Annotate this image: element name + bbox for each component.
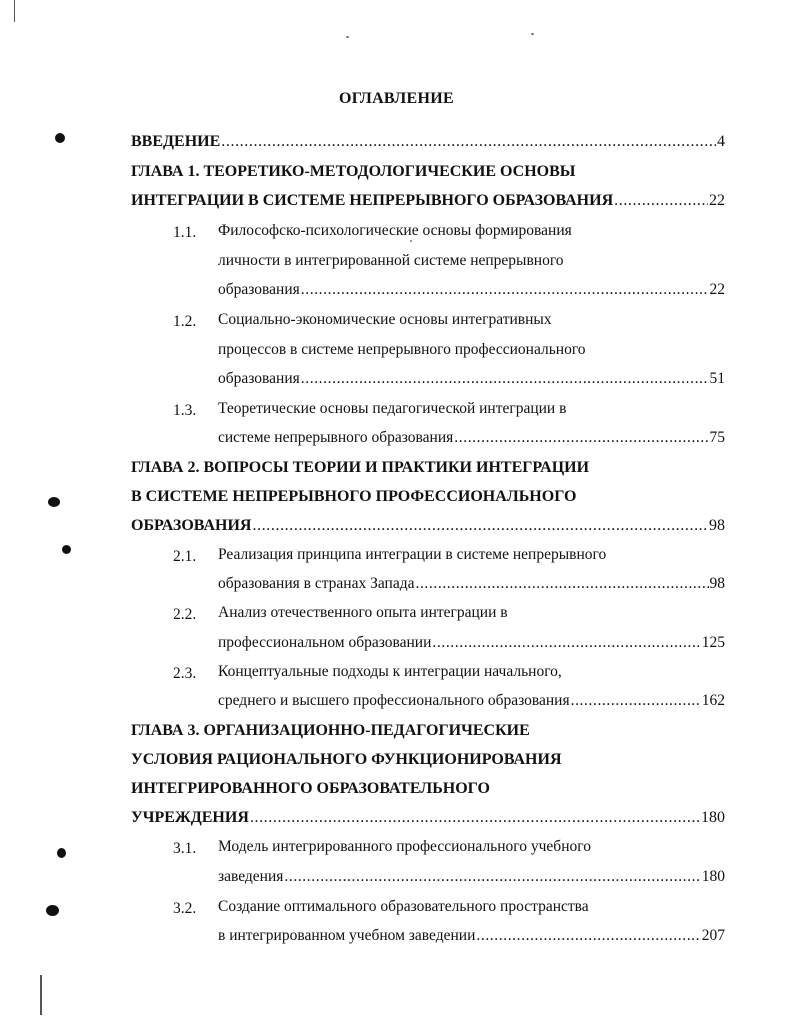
dot-leader — [432, 634, 700, 652]
section-title-line: Философско-психологические основы формирования — [218, 222, 572, 239]
scan-edge-line — [14, 0, 15, 22]
dot-leader — [252, 517, 708, 535]
page-number: 180 — [701, 868, 725, 885]
section-number: 1.3. — [173, 402, 197, 419]
page-number: 98 — [709, 517, 725, 534]
toc-section-2-2[interactable] — [218, 604, 725, 628]
toc-chapter-2-heading-cont[interactable] — [131, 488, 725, 512]
page-number: 98 — [709, 575, 725, 592]
toc-title: ОГЛАВЛЕНИЕ — [339, 90, 454, 107]
toc-section-2-3-end[interactable] — [218, 692, 725, 716]
chapter-title-line: ИНТЕГРИРОВАННОГО ОБРАЗОВАТЕЛЬНОГО — [131, 780, 490, 797]
dot-leader — [476, 927, 700, 945]
dot-leader — [221, 133, 716, 151]
section-number: 1.1. — [173, 224, 197, 241]
punch-hole-mark — [48, 497, 60, 507]
section-title-line: Социально-экономические основы интегративных — [218, 311, 552, 328]
section-title-line: Модель интегрированного профессионального учебного — [218, 838, 591, 855]
section-title-line: Реализация принципа интеграции в системе непрерывного — [218, 546, 607, 563]
chapter-title-line: В СИСТЕМЕ НЕПРЕРЫВНОГО ПРОФЕССИОНАЛЬНОГО — [131, 488, 577, 505]
toc-section-1-1-cont[interactable] — [218, 252, 725, 276]
section-title-line: Анализ отечественного опыта интеграции в — [218, 604, 508, 621]
toc-section-2-2-end[interactable] — [218, 634, 725, 658]
chapter-title-line: ГЛАВА 1. ТЕОРЕТИКО-МЕТОДОЛОГИЧЕСКИЕ ОСНОВЫ — [131, 163, 576, 180]
section-title-line: заведения — [218, 868, 284, 885]
toc-section-1-1-end[interactable] — [218, 281, 725, 305]
section-title-line: образования — [218, 281, 300, 298]
section-number: 3.2. — [173, 900, 197, 917]
toc-entry-intro[interactable] — [131, 133, 725, 157]
toc-section-1-2[interactable] — [218, 311, 725, 335]
section-number: 2.1. — [173, 548, 197, 565]
toc-chapter-2-heading-end[interactable] — [131, 517, 725, 541]
page-number: 22 — [709, 281, 725, 298]
section-title-line: образования — [218, 370, 300, 387]
toc-section-3-1-end[interactable] — [218, 868, 725, 892]
section-title-line: профессиональном образовании — [218, 634, 432, 651]
page-number: 125 — [701, 634, 725, 651]
dot-leader — [415, 575, 708, 593]
page-number: 162 — [701, 692, 725, 709]
toc-section-3-2-end[interactable] — [218, 927, 725, 951]
toc-chapter-1-heading-end[interactable] — [131, 192, 725, 216]
toc-section-2-1-end[interactable] — [218, 575, 725, 599]
page-number: 51 — [709, 370, 725, 387]
chapter-title-line: ГЛАВА 3. ОРГАНИЗАЦИОННО-ПЕДАГОГИЧЕСКИЕ — [131, 722, 530, 739]
punch-hole-mark — [62, 545, 71, 554]
page-number: 22 — [709, 192, 725, 209]
toc-chapter-3-heading-cont-2[interactable] — [131, 780, 725, 804]
chapter-title-line: ГЛАВА 2. ВОПРОСЫ ТЕОРИИ И ПРАКТИКИ ИНТЕГРАЦИИ — [131, 459, 590, 476]
section-title-line: системе непрерывного образования — [218, 429, 454, 446]
toc-section-2-1[interactable] — [218, 546, 725, 570]
scan-speck — [346, 36, 349, 38]
scan-speck — [531, 33, 534, 35]
toc-chapter-3-heading-end[interactable] — [131, 809, 725, 833]
section-number: 2.2. — [173, 606, 197, 623]
punch-hole-mark — [57, 848, 66, 858]
dot-leader — [454, 429, 708, 447]
dot-leader — [301, 281, 709, 299]
section-title-line: процессов в системе непрерывного профессионального — [218, 341, 586, 358]
toc-section-2-3[interactable] — [218, 663, 725, 687]
toc-chapter-1-heading[interactable] — [131, 163, 725, 187]
chapter-title-line: ИНТЕГРАЦИИ В СИСТЕМЕ НЕПРЕРЫВНОГО ОБРАЗОВАНИЯ — [131, 192, 614, 209]
chapter-title-line: УЧРЕЖДЕНИЯ — [131, 809, 249, 826]
toc-section-3-2[interactable] — [218, 898, 725, 922]
chapter-title-line: ОБРАЗОВАНИЯ — [131, 517, 252, 534]
punch-hole-mark — [55, 133, 65, 143]
page-number: 75 — [709, 429, 725, 446]
section-title-line: в интегрированном учебном заведении — [218, 927, 476, 944]
section-title-line: личности в интегрированной системе непрерывного — [218, 252, 564, 269]
section-title-line: Концептуальные подходы к интеграции начального, — [218, 663, 562, 680]
page-number: 207 — [701, 927, 725, 944]
dot-leader — [301, 370, 709, 388]
toc-section-1-1[interactable] — [218, 222, 725, 246]
toc-section-1-3-end[interactable] — [218, 429, 725, 453]
toc-section-1-2-end[interactable] — [218, 370, 725, 394]
toc-entry-label: ВВЕДЕНИЕ — [131, 133, 221, 150]
page-number: 4 — [717, 133, 725, 150]
section-title-line: Создание оптимального образовательного пространства — [218, 898, 589, 915]
scan-edge-line — [40, 975, 42, 1015]
section-title-line: образования в странах Запада — [218, 575, 415, 592]
section-title-line: среднего и высшего профессионального образования — [218, 692, 570, 709]
toc-section-1-2-cont[interactable] — [218, 341, 725, 365]
toc-chapter-3-heading-cont[interactable] — [131, 751, 725, 775]
section-title-line: Теоретические основы педагогической интеграции в — [218, 400, 567, 417]
chapter-title-line: УСЛОВИЯ РАЦИОНАЛЬНОГО ФУНКЦИОНИРОВАНИЯ — [131, 751, 562, 768]
toc-chapter-3-heading[interactable] — [131, 722, 725, 746]
dot-leader — [250, 809, 700, 827]
section-number: 2.3. — [173, 665, 197, 682]
punch-hole-mark — [46, 905, 59, 916]
toc-section-1-3[interactable] — [218, 400, 725, 424]
toc-chapter-2-heading[interactable] — [131, 459, 725, 483]
dot-leader — [571, 692, 701, 710]
section-number: 3.1. — [173, 840, 197, 857]
dot-leader — [284, 868, 700, 886]
section-number: 1.2. — [173, 313, 197, 330]
page-number: 180 — [701, 809, 725, 826]
toc-section-3-1[interactable] — [218, 838, 725, 862]
dot-leader — [614, 192, 708, 210]
